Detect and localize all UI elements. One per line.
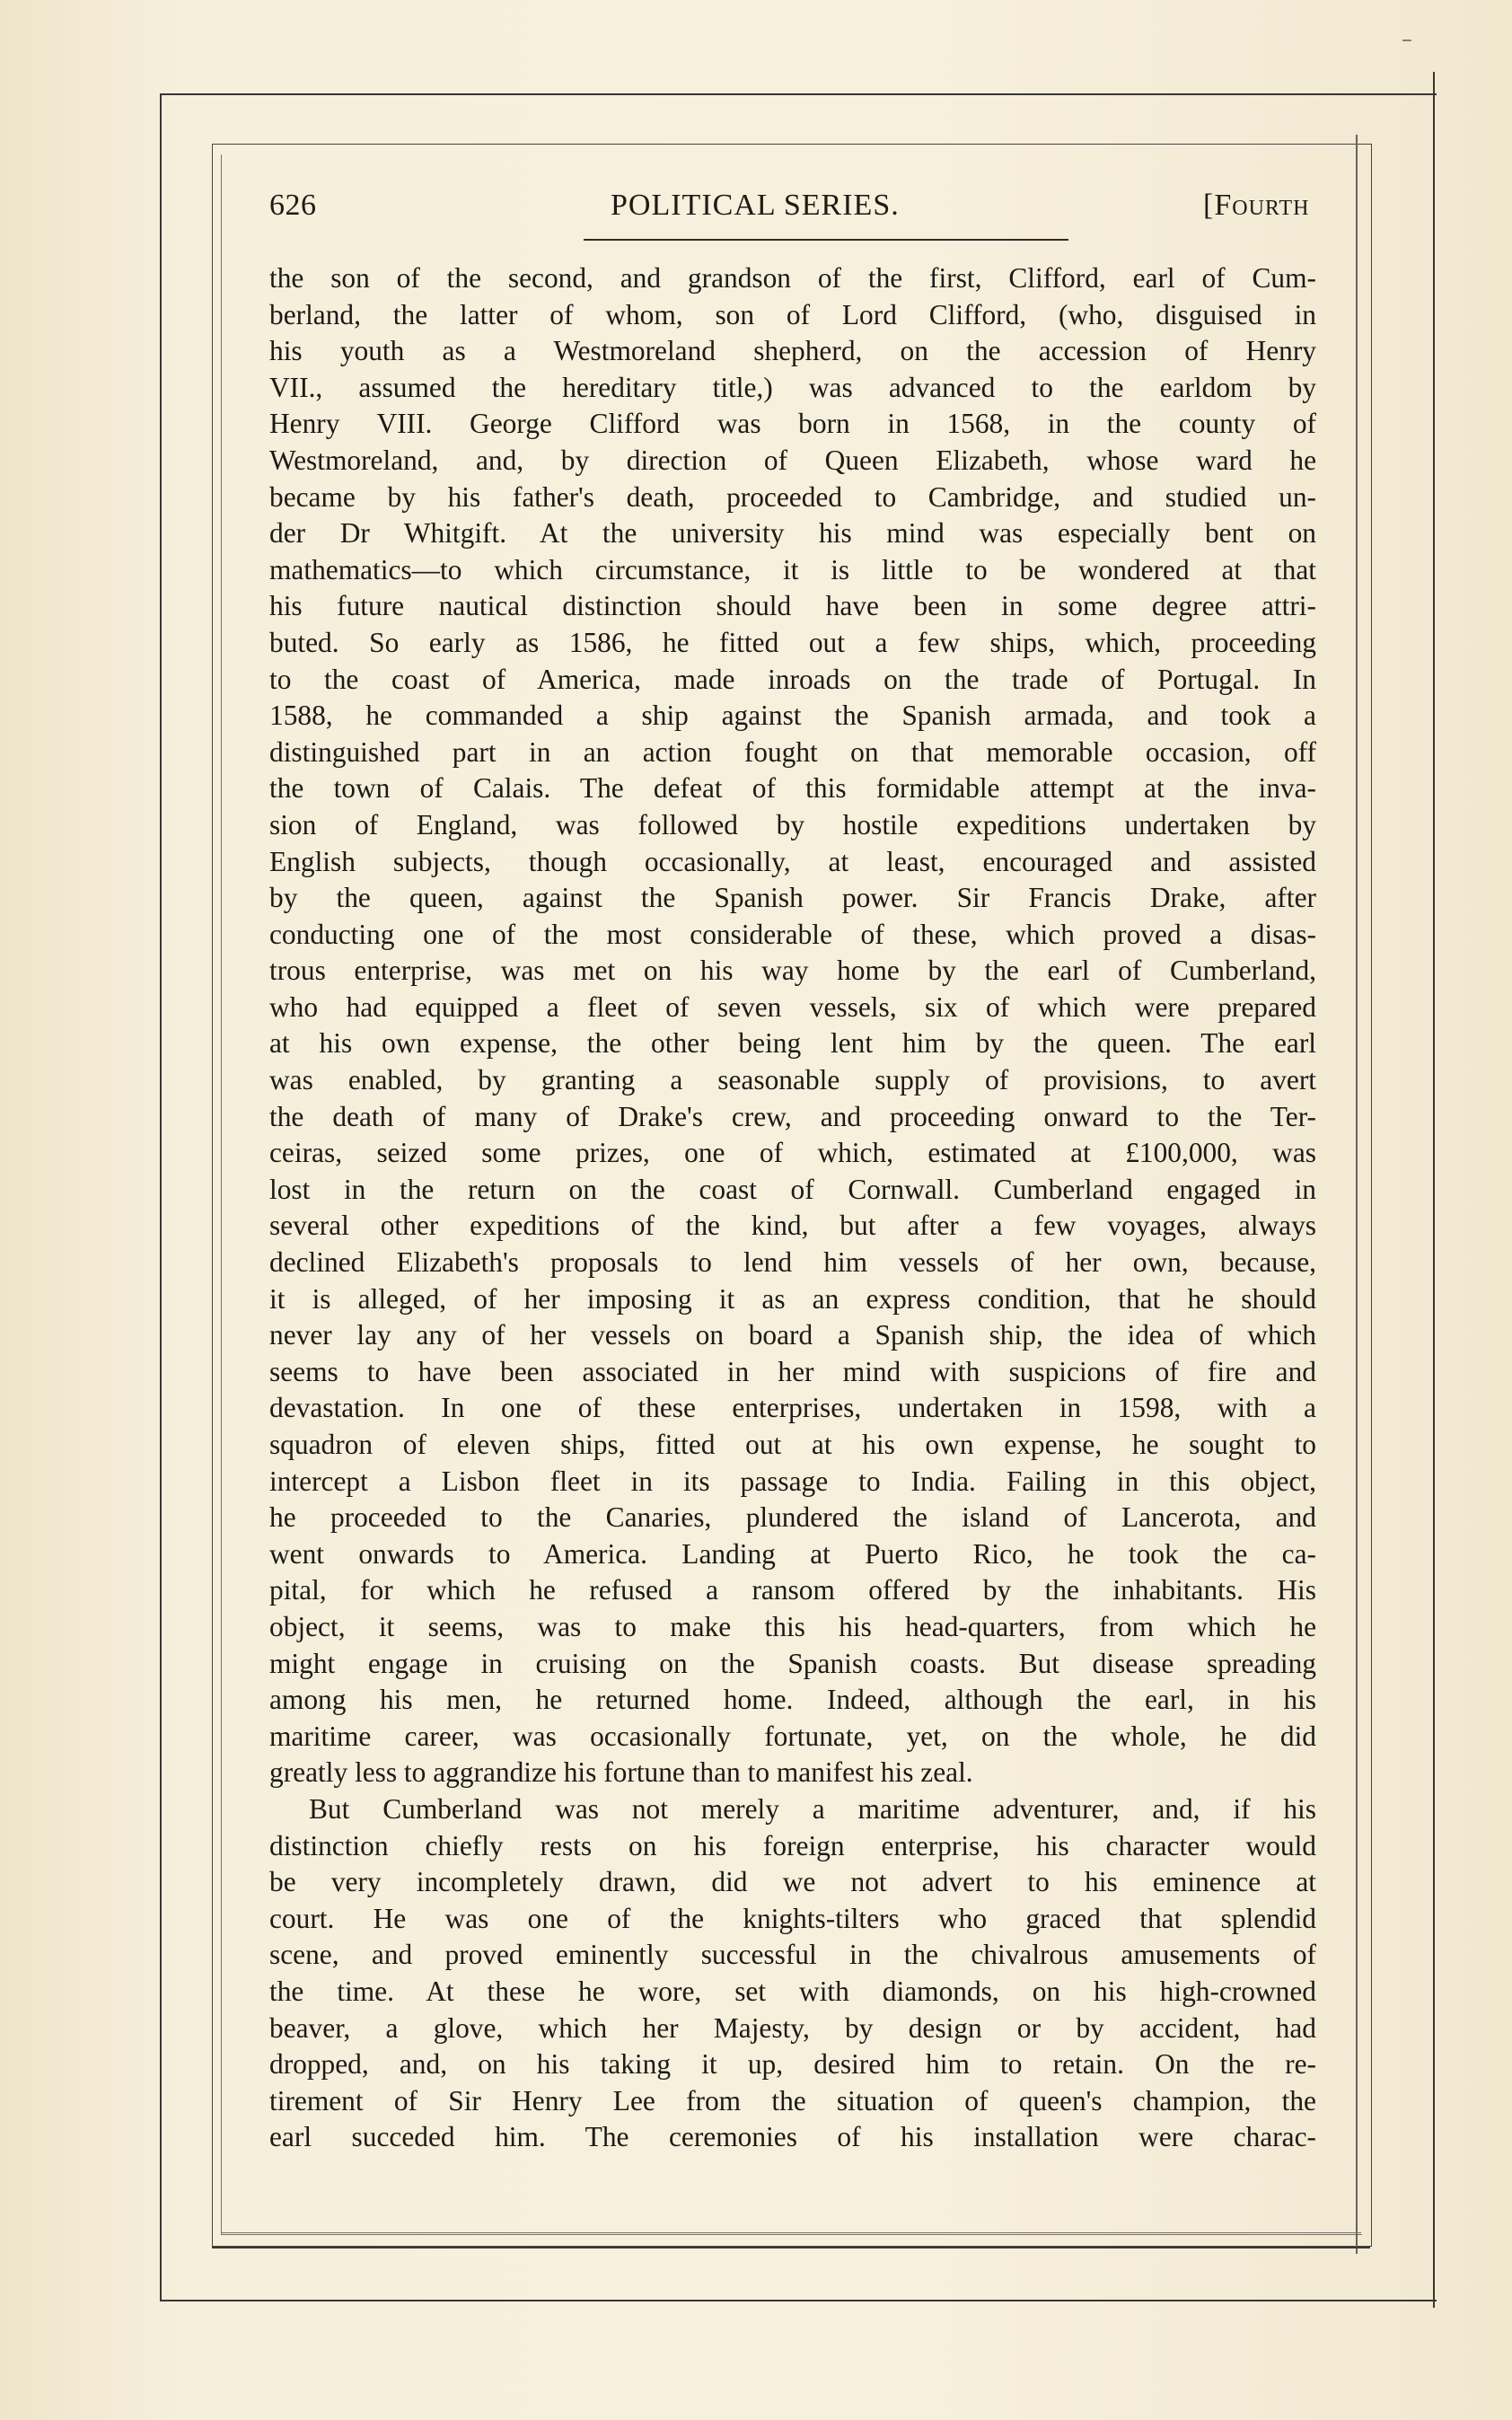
text-line: beaver, a glove, which her Majesty, by design or by accident, had — [269, 2011, 1316, 2044]
text-line: the death of many of Drake's crew, and proceeding onward to the Ter- — [269, 1100, 1316, 1132]
running-head-title: POLITICAL SERIES. — [611, 189, 900, 222]
text-line: buted. So early as 1586, he fitted out a few ships, which, proceeding — [269, 626, 1316, 658]
text-line: never lay any of her vessels on board a Spanish ship, the idea of which — [269, 1319, 1316, 1351]
text-line: object, it seems, was to make this his head-quarters, from which he — [269, 1610, 1316, 1642]
text-line: the town of Calais. The defeat of this formidable attempt at the inva- — [269, 772, 1316, 805]
text-line: several other expeditions of the kind, but after a few voyages, always — [269, 1210, 1316, 1242]
text-line: his youth as a Westmoreland shepherd, on the accession of Henry — [269, 335, 1316, 367]
text-line: Henry VIII. George Clifford was born in 1568, in the county of — [269, 408, 1316, 440]
text-line: sion of England, was followed by hostile expeditions undertaken by — [269, 808, 1316, 840]
bottom-rule — [221, 2232, 1361, 2233]
text-line: squadron of eleven ships, fitted out at his own expense, he sought to — [269, 1429, 1316, 1460]
right-margin-rule — [1356, 135, 1358, 2254]
text-line: court. He was one of the knights-tilters who graced that splendid — [269, 1902, 1316, 1934]
text-line: went onwards to America. Landing at Puerto Rico, he took the ca- — [269, 1537, 1316, 1570]
running-header — [269, 189, 1347, 235]
text-line: the son of the second, and grandson of the first, Clifford, earl of Cum- — [269, 262, 1316, 294]
text-line: declined Elizabeth's proposals to lend him vessels of her own, because, — [269, 1246, 1316, 1279]
paragraph-1 — [269, 260, 1316, 1791]
text-line: it is alleged, of her imposing it as an express condition, that he should — [269, 1282, 1316, 1315]
text-line: tirement of Sir Henry Lee from the situation of queen's champion, the — [269, 2084, 1316, 2116]
text-line: Westmoreland, and, by direction of Queen Elizabeth, whose ward he — [269, 444, 1316, 476]
text-line: the time. At these he wore, set with diamonds, on his high-crowned — [269, 1975, 1316, 2007]
text-line: intercept a Lisbon fleet in its passage to India. Failing in this object, — [269, 1465, 1316, 1497]
outer-frame-right-rule — [1433, 72, 1435, 2308]
text-line: pital, for which he refused a ransom offered by the inhabitants. His — [269, 1574, 1316, 1606]
text-line: trous enterprise, was met on his way home by the earl of Cumberland, — [269, 955, 1316, 987]
page-number: 626 — [269, 189, 317, 222]
text-line: among his men, he returned home. Indeed, although the earl, in his — [269, 1684, 1316, 1716]
text-line: But Cumberland was not merely a maritime adventurer, and, if his — [309, 1792, 1316, 1825]
text-line: dropped, and, on his taking it up, desired him to retain. On the re- — [269, 2048, 1316, 2081]
body-text — [269, 260, 1316, 2156]
text-line: he proceeded to the Canaries, plundered the island of Lancerota, and — [269, 1501, 1316, 1534]
bottom-rule-outer — [212, 2247, 1370, 2248]
text-line: who had equipped a fleet of seven vessels, six of which were prepared — [269, 990, 1316, 1023]
text-line: was enabled, by granting a seasonable supply of provisions, to avert — [269, 1064, 1316, 1096]
header-rule — [584, 239, 1068, 241]
text-line: seems to have been associated in her mind with suspicions of fire and — [269, 1355, 1316, 1387]
text-line: devastation. In one of these enterprises, undertaken in 1598, with a — [269, 1392, 1316, 1424]
text-line: berland, the latter of whom, son of Lord Clifford, (who, disguised in — [269, 298, 1316, 330]
text-line: maritime career, was occasionally fortunate, yet, on the whole, he did — [269, 1720, 1316, 1752]
text-line: VII., assumed the hereditary title,) was advanced to the earldom by — [269, 371, 1316, 403]
text-line: distinguished part in an action fought on that memorable occasion, off — [269, 735, 1316, 768]
text-line: at his own expense, the other being lent him by the queen. The earl — [269, 1027, 1316, 1060]
text-line: became by his father's death, proceeded to Cambridge, and studied un- — [269, 480, 1316, 513]
text-line: mathematics—to which circumstance, it is little to be wondered at that — [269, 553, 1316, 585]
text-line: scene, and proved eminently successful in the chivalrous amusements of — [269, 1939, 1316, 1971]
text-line: be very incompletely drawn, did we not advert to his eminence at — [269, 1866, 1316, 1898]
text-line: to the coast of America, made inroads on the trade of Portugal. In — [269, 663, 1316, 695]
text-line: by the queen, against the Spanish power. Sir Francis Drake, after — [269, 882, 1316, 914]
paragraph-2 — [269, 1791, 1316, 2156]
text-line: his future nautical distinction should have been in some degree attri- — [269, 590, 1316, 622]
text-line: lost in the return on the coast of Cornwall. Cumberland engaged in — [269, 1173, 1316, 1205]
text-line: might engage in cruising on the Spanish coasts. But disease spreading — [269, 1647, 1316, 1679]
edge-mark — [1402, 40, 1411, 41]
section-marker: [Fourth — [1203, 189, 1310, 222]
text-line: distinction chiefly rests on his foreign enterprise, his character would — [269, 1829, 1316, 1861]
text-line: earl succeded him. The ceremonies of his installation were charac- — [269, 2121, 1316, 2153]
text-line: conducting one of the most considerable of these, which proved a disas- — [269, 918, 1316, 950]
text-line: ceiras, seized some prizes, one of which, estimated at £100,000, was — [269, 1137, 1316, 1169]
text-line: greatly less to aggrandize his fortune than to manifest his zeal. — [269, 1756, 973, 1789]
text-line: 1588, he commanded a ship against the Spanish armada, and took a — [269, 700, 1316, 732]
text-line: der Dr Whitgift. At the university his mind was especially bent on — [269, 517, 1316, 550]
text-line: English subjects, though occasionally, at least, encouraged and assisted — [269, 845, 1316, 877]
